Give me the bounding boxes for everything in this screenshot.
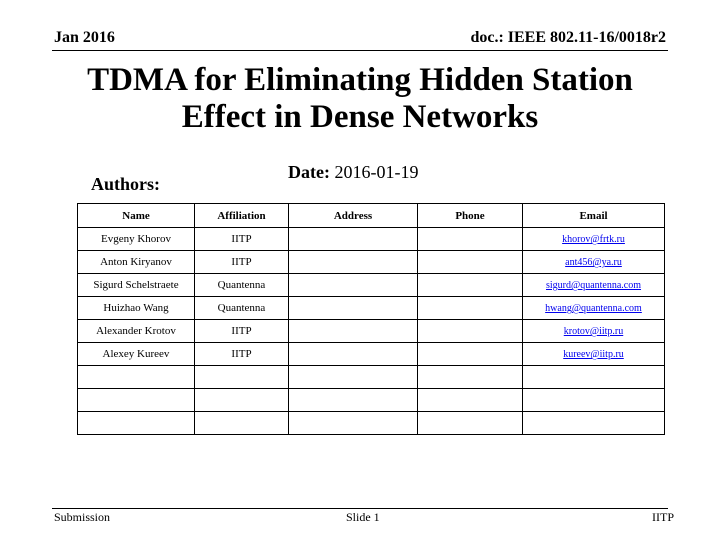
cell-email — [523, 366, 665, 389]
header-divider — [52, 50, 668, 51]
cell-email — [523, 297, 665, 320]
cell-phone — [418, 320, 523, 343]
cell-address — [289, 366, 418, 389]
cell-name: Alexey Kureev — [78, 343, 195, 366]
cell-email — [523, 343, 665, 366]
table-row — [78, 366, 665, 389]
cell-name — [78, 366, 195, 389]
col-header-affiliation: Affiliation — [195, 204, 289, 228]
date-label: Date: — [288, 162, 330, 182]
col-header-name: Name — [78, 204, 195, 228]
cell-name: Huizhao Wang — [78, 297, 195, 320]
date-value: 2016-01-19 — [334, 162, 419, 182]
cell-affiliation — [195, 389, 289, 412]
col-header-phone: Phone — [418, 204, 523, 228]
cell-email — [523, 389, 665, 412]
cell-phone — [418, 366, 523, 389]
table-row — [78, 412, 665, 435]
cell-affiliation — [195, 366, 289, 389]
cell-email — [523, 228, 665, 251]
footer-slide-number: Slide 1 — [346, 510, 380, 524]
cell-phone — [418, 389, 523, 412]
cell-phone — [418, 251, 523, 274]
title-line-2: Effect in Dense Networks — [181, 99, 539, 135]
cell-phone — [418, 412, 523, 435]
cell-address — [289, 389, 418, 412]
footer-org: IITP — [652, 510, 674, 524]
cell-affiliation: IITP — [195, 228, 289, 251]
cell-name — [78, 412, 195, 435]
email-link[interactable]: hwang@quantenna.com — [545, 303, 642, 314]
table-row — [78, 228, 665, 251]
cell-name: Sigurd Schelstraete — [78, 274, 195, 297]
cell-phone — [418, 297, 523, 320]
cell-address — [289, 274, 418, 297]
cell-affiliation: Quantenna — [195, 297, 289, 320]
cell-address — [289, 412, 418, 435]
footer-submission: Submission — [54, 510, 111, 524]
col-header-address: Address — [289, 204, 418, 228]
table-row — [78, 320, 665, 343]
cell-name: Evgeny Khorov — [78, 228, 195, 251]
cell-phone — [418, 343, 523, 366]
cell-affiliation: Quantenna — [195, 274, 289, 297]
email-link[interactable]: krotov@iitp.ru — [563, 326, 624, 337]
table-row — [78, 251, 665, 274]
table-row — [78, 389, 665, 412]
cell-email — [523, 274, 665, 297]
title-line-1: TDMA for Eliminating Hidden Station — [87, 62, 633, 98]
slide-title — [40, 62, 680, 136]
cell-name — [78, 389, 195, 412]
cell-address — [289, 320, 418, 343]
cell-phone — [418, 274, 523, 297]
cell-affiliation: IITP — [195, 343, 289, 366]
cell-email — [523, 412, 665, 435]
cell-address — [289, 343, 418, 366]
table-row — [78, 297, 665, 320]
footer-divider — [52, 508, 668, 509]
table-row — [78, 274, 665, 297]
cell-address — [289, 228, 418, 251]
cell-affiliation — [195, 412, 289, 435]
cell-address — [289, 297, 418, 320]
email-link[interactable]: sigurd@quantenna.com — [545, 280, 642, 291]
cell-name: Anton Kiryanov — [78, 251, 195, 274]
cell-address — [289, 251, 418, 274]
table-row — [78, 343, 665, 366]
authors-label: Authors: — [91, 174, 161, 194]
email-link[interactable]: kureev@iitp.ru — [563, 349, 624, 360]
header-doc-id: doc.: IEEE 802.11-16/0018r2 — [470, 29, 666, 46]
email-link[interactable]: ant456@ya.ru — [565, 257, 622, 268]
cell-affiliation: IITP — [195, 320, 289, 343]
authors-table — [77, 203, 665, 435]
cell-name: Alexander Krotov — [78, 320, 195, 343]
cell-affiliation: IITP — [195, 251, 289, 274]
cell-phone — [418, 228, 523, 251]
date-line — [288, 162, 418, 183]
header-date: Jan 2016 — [54, 29, 115, 46]
col-header-email: Email — [523, 204, 665, 228]
email-link[interactable]: khorov@frtk.ru — [562, 234, 625, 245]
table-header-row — [78, 204, 665, 228]
cell-email — [523, 251, 665, 274]
cell-email — [523, 320, 665, 343]
